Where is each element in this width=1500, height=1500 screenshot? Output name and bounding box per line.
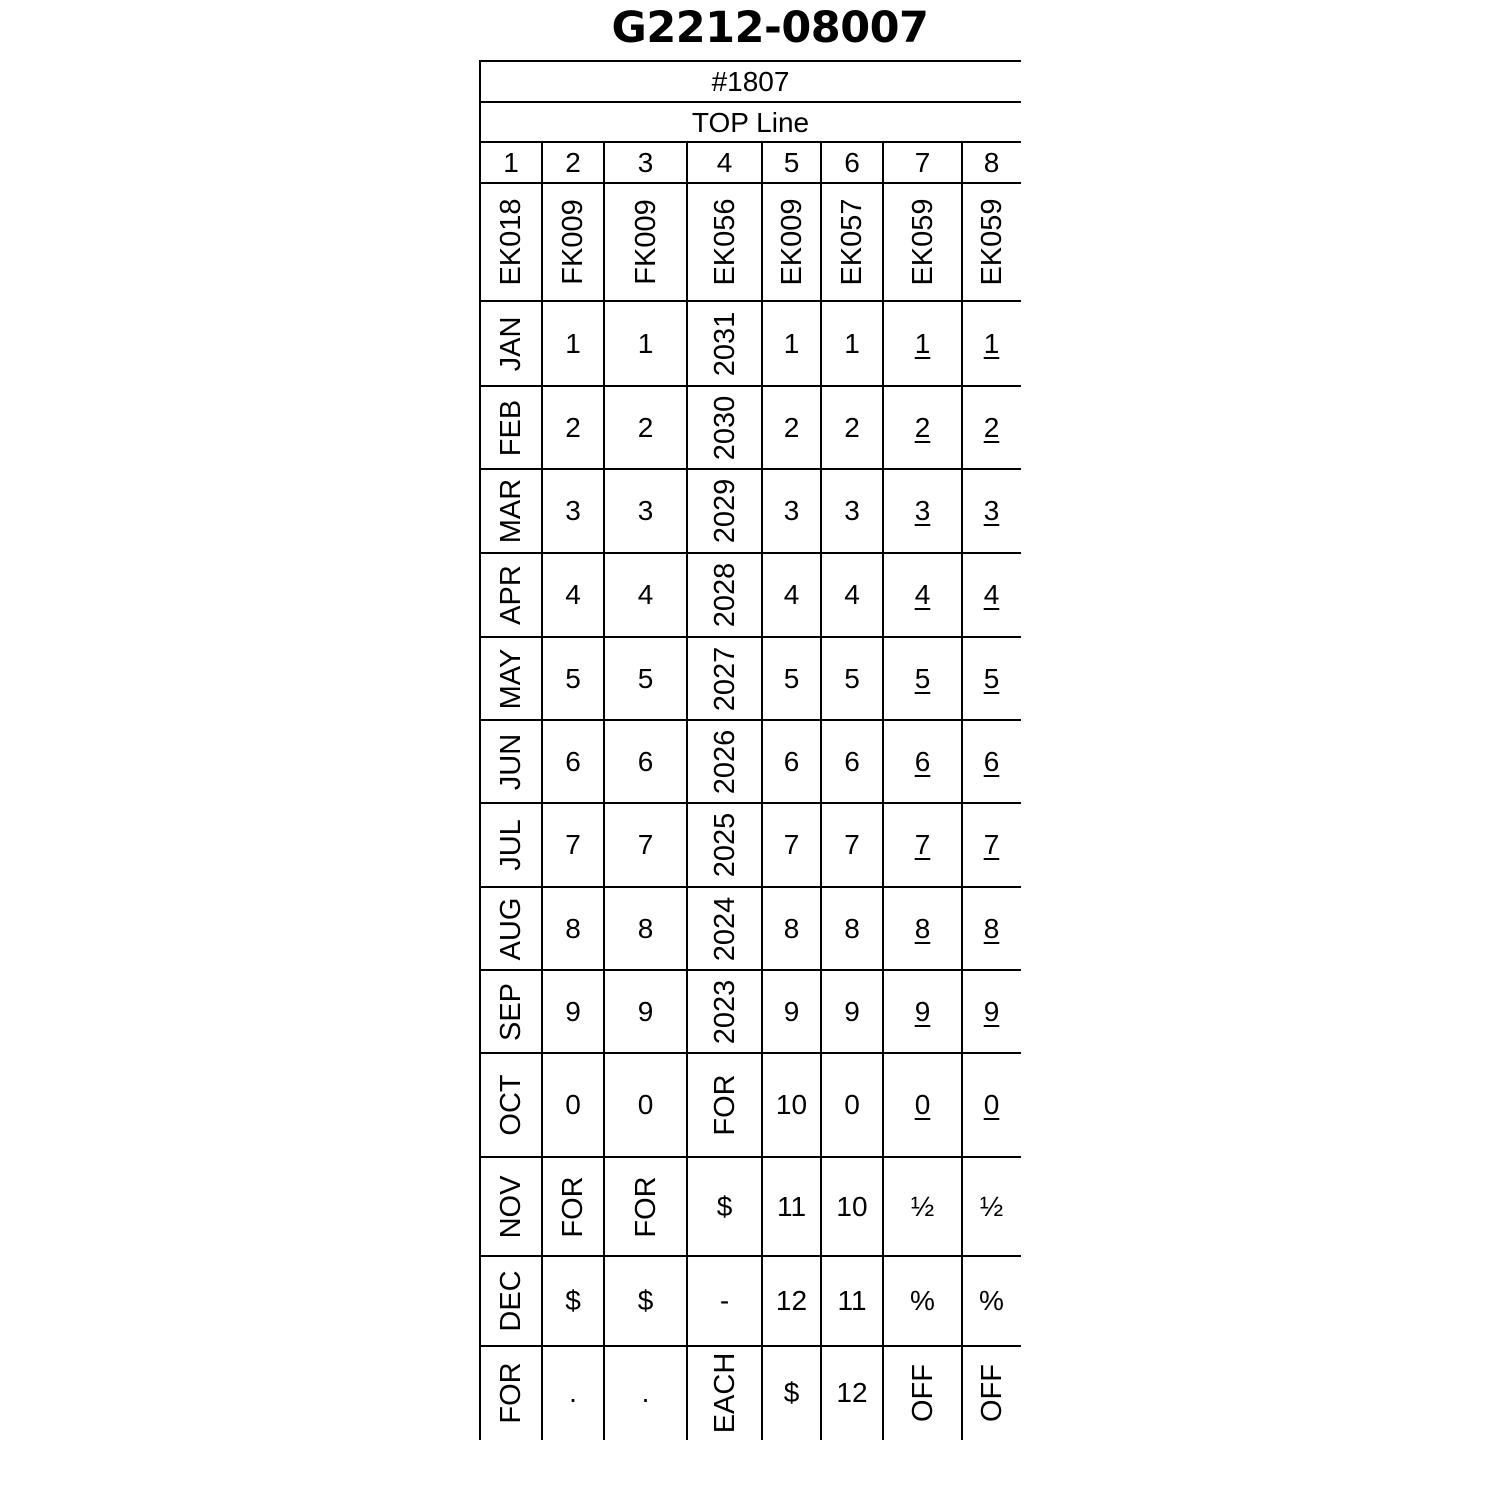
table-cell	[821, 887, 883, 970]
column-code	[542, 183, 604, 301]
cell-text: JAN	[495, 316, 527, 371]
column-code	[604, 183, 687, 301]
table-cell	[687, 637, 762, 720]
cell-text: 1	[783, 327, 800, 359]
grid-line	[603, 142, 605, 1440]
cell-text: 5	[914, 662, 931, 694]
cell-text: -	[719, 1285, 730, 1316]
table-cell	[821, 553, 883, 637]
table-cell	[883, 469, 962, 553]
table-cell	[821, 803, 883, 887]
table-cell	[762, 1157, 821, 1256]
cell-text: 1	[983, 327, 1000, 359]
cell-text: 2	[637, 411, 654, 443]
grid-line	[479, 60, 481, 1440]
table-cell	[821, 1346, 883, 1440]
table-cell	[821, 301, 883, 386]
band-line-label: TOP Line	[480, 101, 1021, 141]
table-cell	[542, 1157, 604, 1256]
cell-text: 2030	[708, 395, 741, 460]
table-cell	[687, 1053, 762, 1157]
row-label	[480, 469, 542, 553]
table-cell	[762, 553, 821, 637]
row-label	[480, 553, 542, 637]
column-code	[687, 183, 762, 301]
page-title: G2212-08007	[611, 3, 929, 53]
cell-text: 5	[844, 662, 860, 694]
table-cell	[762, 1053, 821, 1157]
cell-text: %	[979, 1285, 1004, 1316]
cell-text: 2	[565, 411, 581, 443]
cell-text: OCT	[495, 1074, 527, 1136]
table-cell	[821, 720, 883, 803]
cell-text: 0	[983, 1089, 1000, 1120]
table-cell	[962, 803, 1021, 887]
grid-line	[480, 802, 1021, 804]
cell-text: 3	[565, 495, 581, 526]
table-cell	[542, 887, 604, 970]
cell-text: 2	[914, 411, 931, 443]
row-label	[480, 887, 542, 970]
cell-text: FOR	[629, 1175, 662, 1238]
table-cell	[687, 970, 762, 1053]
cell-text: 8	[983, 912, 1000, 944]
cell-text: JUL	[495, 819, 527, 871]
cell-text: 8	[565, 912, 581, 944]
table-cell	[542, 720, 604, 803]
table-cell	[962, 1256, 1021, 1346]
table-cell	[962, 970, 1021, 1053]
cell-text: 1	[637, 327, 654, 359]
table-cell	[542, 970, 604, 1053]
grid-line	[480, 1156, 1021, 1158]
cell-text: 7	[637, 829, 654, 860]
table-cell	[821, 1053, 883, 1157]
cell-text: 3	[914, 495, 931, 526]
column-number: 3	[637, 146, 654, 178]
cell-text: OFF	[975, 1364, 1008, 1422]
table-cell	[762, 386, 821, 469]
cell-text: FOR	[557, 1175, 589, 1238]
grid-line	[820, 142, 822, 1440]
column-code-label: EK059	[906, 198, 939, 286]
cell-text: 8	[783, 912, 800, 944]
cell-text: 11	[837, 1285, 867, 1316]
cell-text: APR	[495, 565, 527, 625]
table-cell	[604, 1346, 687, 1440]
cell-text: 3	[783, 495, 800, 526]
cell-text: $	[565, 1285, 581, 1316]
cell-text: 2	[983, 411, 1000, 443]
grid-line	[480, 636, 1021, 638]
table-cell	[883, 803, 962, 887]
cell-text: 2029	[708, 478, 741, 544]
cell-text: 12	[836, 1377, 868, 1408]
table-cell	[604, 637, 687, 720]
cell-text: ½	[910, 1190, 935, 1222]
cell-text: MAY	[495, 648, 527, 709]
table-cell	[883, 720, 962, 803]
cell-text: 9	[844, 995, 860, 1027]
column-number: 2	[565, 146, 581, 178]
cell-text: 6	[914, 745, 931, 777]
table-cell	[604, 553, 687, 637]
cell-text: 9	[983, 995, 1000, 1027]
cell-text: 5	[983, 662, 1000, 694]
table-cell	[687, 1346, 762, 1440]
cell-text: 3	[844, 495, 860, 526]
column-number: 6	[844, 146, 860, 178]
cell-text: 3	[983, 495, 1000, 526]
table-cell	[962, 301, 1021, 386]
cell-text: $	[716, 1190, 733, 1222]
column-number: 4	[716, 146, 733, 178]
cell-text: 10	[836, 1190, 868, 1222]
cell-text: 2025	[708, 812, 741, 878]
table-cell	[604, 970, 687, 1053]
table-cell	[962, 1053, 1021, 1157]
table-cell	[821, 1157, 883, 1256]
column-code-label: EK057	[836, 198, 868, 286]
cell-text: 0	[565, 1089, 581, 1120]
column-number: 1	[503, 146, 519, 178]
column-code	[883, 183, 962, 301]
table-cell	[962, 469, 1021, 553]
cell-text: 4	[783, 579, 800, 610]
table-cell	[883, 970, 962, 1053]
table-cell	[542, 803, 604, 887]
row-label	[480, 1256, 542, 1346]
row-label	[480, 1053, 542, 1157]
cell-text: 6	[983, 745, 1000, 777]
table-cell	[542, 637, 604, 720]
table-cell	[542, 469, 604, 553]
grid-line	[480, 1255, 1021, 1257]
cell-text: 0	[844, 1089, 860, 1120]
grid-line	[480, 385, 1021, 387]
cell-text: 12	[775, 1285, 808, 1316]
cell-text: 4	[565, 579, 581, 610]
table-cell	[604, 887, 687, 970]
table-cell	[604, 1053, 687, 1157]
cell-text: 2027	[708, 646, 741, 711]
cell-text: 11	[776, 1190, 807, 1222]
table-cell	[883, 1256, 962, 1346]
cell-text: 1	[844, 327, 860, 359]
table-cell	[962, 386, 1021, 469]
table-cell	[762, 720, 821, 803]
row-label	[480, 1346, 542, 1440]
cell-text: 2028	[708, 562, 741, 628]
grid-line	[541, 142, 543, 1440]
column-code-label: EK018	[495, 198, 527, 286]
table-cell	[962, 887, 1021, 970]
grid-line	[480, 468, 1021, 470]
table-cell	[962, 1346, 1021, 1440]
row-label	[480, 970, 542, 1053]
cell-text: .	[569, 1377, 577, 1408]
cell-text: 2024	[708, 896, 741, 961]
table-cell	[883, 887, 962, 970]
cell-text: 7	[914, 829, 931, 860]
column-code	[821, 183, 883, 301]
cell-text: 2	[783, 411, 800, 443]
table-cell	[542, 386, 604, 469]
cell-text: $	[637, 1285, 654, 1316]
cell-text: 4	[844, 579, 860, 610]
column-code-label: EK009	[775, 198, 808, 286]
grid-line	[480, 182, 1021, 184]
band-number: #1807	[480, 60, 1021, 100]
cell-text: 7	[565, 829, 581, 860]
table-cell	[542, 301, 604, 386]
cell-text: 6	[783, 745, 800, 777]
table-cell	[687, 720, 762, 803]
cell-text: 9	[565, 995, 581, 1027]
table-cell	[687, 803, 762, 887]
grid-line	[961, 142, 963, 1440]
table-cell	[821, 469, 883, 553]
table-cell	[604, 469, 687, 553]
table-cell	[883, 301, 962, 386]
cell-text: 6	[565, 745, 581, 777]
grid-line	[480, 719, 1021, 721]
cell-text: %	[910, 1285, 935, 1316]
table-cell	[687, 301, 762, 386]
table-cell	[687, 1157, 762, 1256]
column-number: 8	[983, 146, 1000, 178]
cell-text: 9	[637, 995, 654, 1027]
table-cell	[604, 803, 687, 887]
cell-text: 8	[914, 912, 931, 944]
table-cell	[762, 803, 821, 887]
grid-line	[480, 1052, 1021, 1054]
cell-text: 8	[844, 912, 860, 944]
table-cell	[962, 1157, 1021, 1256]
table-cell	[821, 1256, 883, 1346]
grid-line	[480, 969, 1021, 971]
grid-line	[686, 142, 688, 1440]
table-cell	[604, 720, 687, 803]
table-cell	[687, 1256, 762, 1346]
row-label	[480, 803, 542, 887]
table-cell	[542, 553, 604, 637]
table-cell	[542, 1256, 604, 1346]
cell-text: 2023	[708, 979, 741, 1044]
table-cell	[883, 553, 962, 637]
grid-line	[480, 141, 1021, 143]
table-cell	[604, 1256, 687, 1346]
table-cell	[762, 301, 821, 386]
column-code-label: FK009	[557, 199, 589, 285]
cell-text: $	[783, 1377, 800, 1408]
table-cell	[821, 386, 883, 469]
table-cell	[542, 1346, 604, 1440]
table-cell	[687, 386, 762, 469]
cell-text: 9	[783, 995, 800, 1027]
grid-line	[480, 1345, 1021, 1347]
row-label	[480, 386, 542, 469]
cell-text: 2	[844, 411, 860, 443]
table-cell	[762, 469, 821, 553]
table-cell	[962, 720, 1021, 803]
cell-text: 7	[983, 829, 1000, 860]
cell-text: 6	[844, 745, 860, 777]
cell-text: 5	[637, 662, 654, 694]
cell-text: 4	[983, 579, 1000, 610]
cell-text: ½	[979, 1190, 1004, 1222]
cell-text: 9	[914, 995, 931, 1027]
table-cell	[962, 637, 1021, 720]
cell-text: 1	[565, 327, 581, 359]
table-cell	[962, 553, 1021, 637]
cell-text: 10	[775, 1089, 808, 1120]
table-cell	[762, 1346, 821, 1440]
cell-text: EACH	[708, 1352, 741, 1434]
column-number: 7	[914, 146, 931, 178]
column-code-label: EK059	[975, 198, 1008, 286]
cell-text: JUN	[495, 733, 527, 790]
cell-text: 7	[844, 829, 860, 860]
cell-text: 8	[637, 912, 654, 944]
table-cell	[687, 469, 762, 553]
row-label	[480, 720, 542, 803]
cell-text: 2026	[708, 729, 741, 794]
cell-text: 0	[914, 1089, 931, 1120]
grid-line	[761, 142, 763, 1440]
table-cell	[604, 1157, 687, 1256]
cell-text: .	[641, 1377, 650, 1408]
cell-text: 0	[637, 1089, 654, 1120]
table-cell	[762, 970, 821, 1053]
cell-text: FOR	[495, 1362, 527, 1424]
table-cell	[762, 887, 821, 970]
cell-text: DEC	[495, 1270, 527, 1332]
column-code-label: EK056	[708, 198, 741, 286]
table-cell	[604, 301, 687, 386]
column-code	[762, 183, 821, 301]
row-label	[480, 1157, 542, 1256]
cell-text: MAR	[495, 478, 527, 544]
table-cell	[762, 637, 821, 720]
table-cell	[883, 1053, 962, 1157]
column-code-label: FK009	[629, 199, 662, 285]
table-cell	[542, 1053, 604, 1157]
table-cell	[883, 386, 962, 469]
table-cell	[687, 553, 762, 637]
column-code	[962, 183, 1021, 301]
cell-text: 4	[914, 579, 931, 610]
table-cell	[883, 1346, 962, 1440]
grid-line	[480, 886, 1021, 888]
grid-line	[480, 300, 1021, 302]
table-cell	[604, 386, 687, 469]
table-cell	[883, 1157, 962, 1256]
cell-text: 2031	[708, 311, 741, 376]
row-label	[480, 301, 542, 386]
cell-text: 6	[637, 745, 654, 777]
cell-text: 7	[783, 829, 800, 860]
grid-line	[882, 142, 884, 1440]
table-cell	[821, 637, 883, 720]
cell-text: FEB	[495, 399, 527, 456]
cell-text: 5	[565, 662, 581, 694]
column-number: 5	[783, 146, 800, 178]
table-cell	[883, 637, 962, 720]
table-cell	[687, 887, 762, 970]
cell-text: AUG	[495, 897, 527, 960]
row-label	[480, 637, 542, 720]
cell-text: FOR	[708, 1074, 741, 1136]
column-code	[480, 183, 542, 301]
table-cell	[821, 970, 883, 1053]
table-cell	[762, 1256, 821, 1346]
cell-text: 5	[783, 662, 800, 694]
cell-text: 1	[914, 327, 931, 359]
cell-text: 4	[637, 579, 654, 610]
cell-text: 3	[637, 495, 654, 526]
cell-text: SEP	[495, 982, 527, 1041]
cell-text: OFF	[906, 1364, 939, 1422]
cell-text: NOV	[495, 1175, 527, 1238]
grid-line	[480, 552, 1021, 554]
